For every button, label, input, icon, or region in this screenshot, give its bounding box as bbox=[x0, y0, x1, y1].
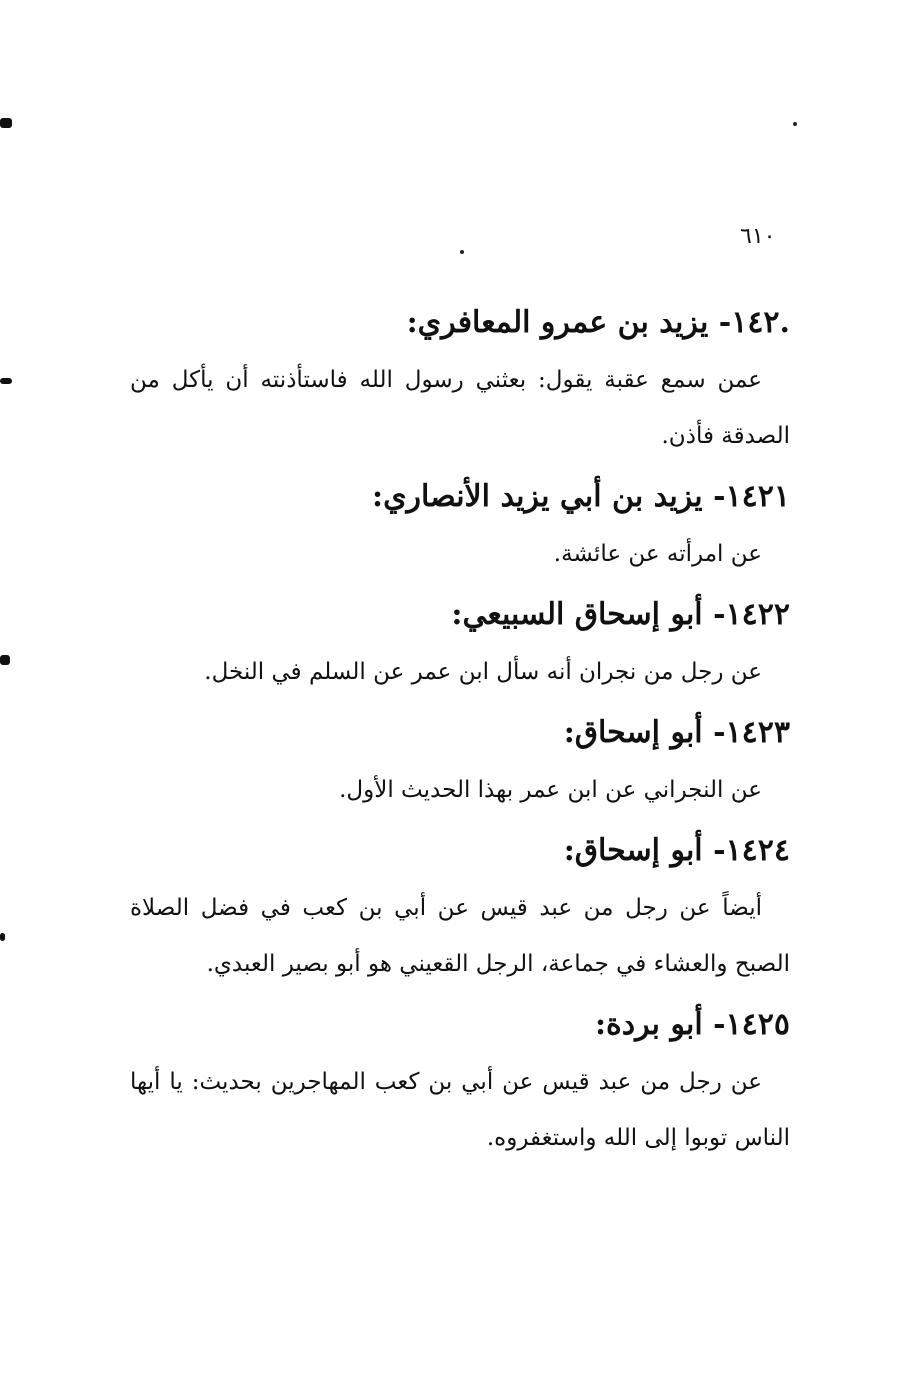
scan-margin-mark bbox=[0, 933, 5, 941]
entry-1420 bbox=[130, 300, 790, 464]
entry-1424 bbox=[130, 828, 790, 992]
entry-heading: ١٤٢٥- أبو بردة: bbox=[594, 1007, 790, 1042]
entry-heading: ١٤٢١- يزيد بن أبي يزيد الأنصاري: bbox=[372, 479, 790, 514]
scan-margin-mark bbox=[0, 118, 12, 128]
entry-heading: ١٤٢٣- أبو إسحاق: bbox=[563, 715, 790, 750]
entry-body: عن امرأته عن عائشة. bbox=[553, 541, 762, 567]
entry-1423 bbox=[130, 710, 790, 818]
scan-speck bbox=[793, 122, 797, 126]
scan-speck bbox=[460, 250, 464, 254]
entry-1422 bbox=[130, 592, 790, 700]
entry-heading: ١٤٢٤- أبو إسحاق: bbox=[563, 833, 790, 868]
entry-body: عن رجل من نجران أنه سأل ابن عمر عن السلم في النخل. bbox=[204, 659, 762, 685]
entry-heading: .١٤٢- يزيد بن عمرو المعافري: bbox=[406, 305, 790, 340]
entry-body: عن النجراني عن ابن عمر بهذا الحديث الأول. bbox=[339, 777, 762, 803]
scan-margin-mark bbox=[0, 655, 10, 665]
entry-1425 bbox=[130, 1002, 790, 1166]
entry-body: عمن سمع عقبة يقول: بعثني رسول الله فاستأذنته أن يأكل من الصدقة فأذن. bbox=[130, 367, 790, 449]
entry-body: أيضاً عن رجل من عبد قيس عن أبي بن كعب في فضل الصلاة الصبح والعشاء في جماعة، الرجل القعيني هو أبو بصير العبدي. bbox=[130, 895, 790, 977]
entry-body: عن رجل من عبد قيس عن أبي بن كعب المهاجرين بحديث: يا أيها الناس توبوا إلى الله واستغفروه. bbox=[130, 1069, 790, 1151]
entry-1421 bbox=[130, 474, 790, 582]
entries-list bbox=[130, 300, 790, 1176]
entry-heading: ١٤٢٢- أبو إسحاق السبيعي: bbox=[451, 597, 790, 632]
scan-margin-mark bbox=[0, 378, 12, 384]
page-number: ٦١٠ bbox=[740, 224, 776, 249]
